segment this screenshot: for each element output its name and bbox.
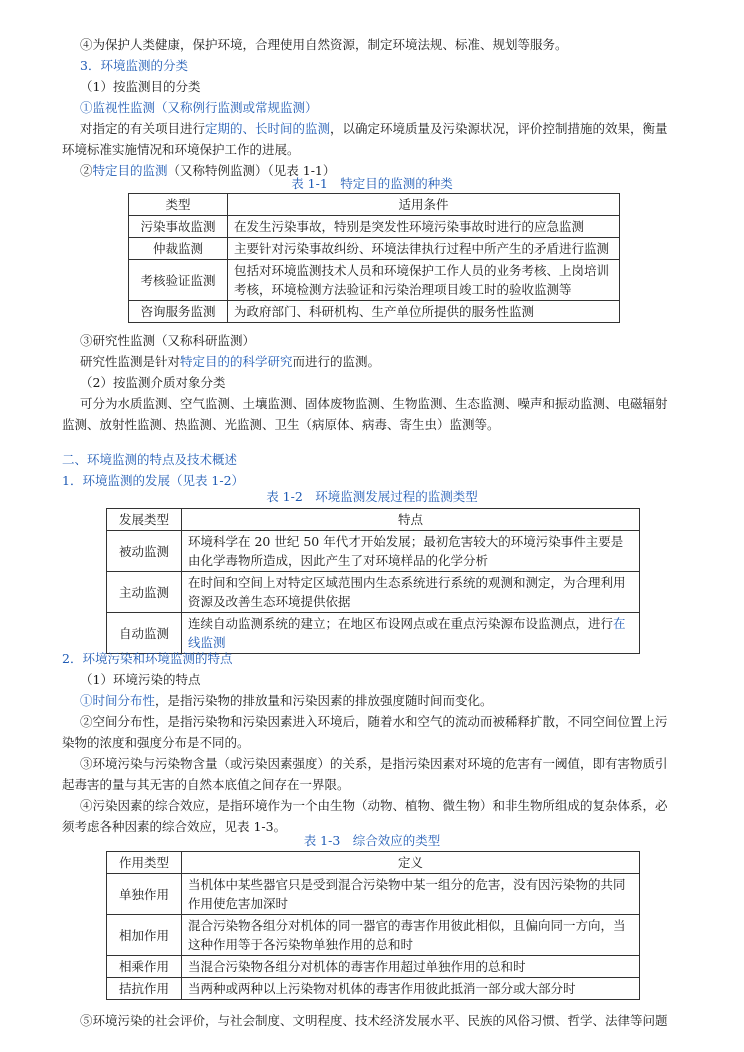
table-cell: 当混合污染物各组分对机体的毒害作用超过单独作用的总和时 [182, 956, 640, 978]
text: 研究性监测是针对 [80, 354, 181, 369]
table-cell: 包括对环境监测技术人员和环境保护工作人员的业务考核、上岗培训考核，环境检测方法验证和污染治理项目竣工时的验收监测等 [228, 260, 620, 301]
highlight-text: 在线监测 [188, 616, 626, 650]
chapter-heading: 二、环境监测的特点及技术概述 [62, 452, 238, 467]
paragraph: ④为保护人类健康，保护环境，合理使用自然资源，制定环境法规、标准、规划等服务。 [80, 37, 568, 52]
table-header: 适用条件 [228, 194, 620, 216]
table-header: 发展类型 [107, 509, 182, 531]
highlight-text: 定期的、长时间的监测 [205, 121, 331, 136]
paragraph: 可分为水质监测、空气监测、土壤监测、固体废物监测、生物监测、生态监测、噪声和振动监测、电磁辐射 [80, 396, 668, 411]
table-cell: 单独作用 [107, 874, 182, 915]
table-header: 特点 [182, 509, 640, 531]
table-header: 作用类型 [107, 852, 182, 874]
list-item-heading: ①监视性监测（又称例行监测或常规监测） [80, 100, 318, 115]
table-row [107, 915, 640, 956]
paragraph [80, 690, 692, 711]
table-cell: 拮抗作用 [107, 978, 182, 1000]
table-cell: 相乘作用 [107, 956, 182, 978]
table-header-row [129, 194, 620, 216]
table-cell: 当机体中某些器官只是受到混合污染物中某一组分的危害，没有因污染物的共同作用使危害加深时 [182, 874, 640, 915]
table-cell: 主动监测 [107, 572, 182, 613]
table-cell: 环境科学在 20 世纪 50 年代才开始发展；最初危害较大的环境污染事件主要是由化学毒物所造成，因此产生了对环境样品的化学分析 [182, 531, 640, 572]
paragraph: ⑤环境污染的社会评价，与社会制度、文明程度、技术经济发展水平、民族的风俗习惯、哲学、法律等问题 [80, 1013, 668, 1028]
section-heading: 3．环境监测的分类 [80, 58, 188, 73]
table-cell: 为政府部门、科研机构、生产单位所提供的服务性监测 [228, 301, 620, 323]
table-cell: 咨询服务监测 [129, 301, 228, 323]
table-row [107, 874, 640, 915]
paragraph: 环境标准实施情况和环境保护工作的进展。 [62, 142, 300, 157]
paragraph [80, 351, 692, 372]
text: （又称特例监测）（见表 1-1） [167, 163, 336, 178]
table-row [107, 978, 640, 1000]
table-caption: 表 1-1 特定目的监测的种类 [291, 176, 453, 191]
paragraph: ④污染因素的综合效应，是指环境作为一个由生物（动物、植物、微生物）和非生物所组成的复杂体系，必 [80, 798, 668, 813]
table-row [129, 301, 620, 323]
section-heading: 1．环境监测的发展（见表 1-2） [62, 473, 245, 488]
table-row [107, 531, 640, 572]
table-cell: 在发生污染事故，特别是突发性环境污染事故时进行的应急监测 [228, 216, 620, 238]
table-cell: 在时间和空间上对特定区域范围内生态系统进行系统的观测和测定，为合理利用资源及改善生态环境提供依据 [182, 572, 640, 613]
table-cell: 被动监测 [107, 531, 182, 572]
table-cell: 考核验证监测 [129, 260, 228, 301]
table-row [129, 260, 620, 301]
table-cell: 自动监测 [107, 613, 182, 654]
paragraph: ③环境污染与污染物含量（或污染因素强度）的关系，是指污染因素对环境的危害有一阈值，即有害物质引 [80, 756, 668, 771]
text: 对指定的有关项目进行 [80, 121, 206, 136]
table-cell: 仲裁监测 [129, 238, 228, 260]
subsection-heading: （1）环境污染的特点 [80, 672, 201, 687]
table-header: 类型 [129, 194, 228, 216]
table-row [107, 572, 640, 613]
table-cell: 相加作用 [107, 915, 182, 956]
table-1-3 [106, 851, 640, 1000]
table-row [129, 216, 620, 238]
text: ，以确定环境质量及污染源状况，评价控制措施的效果，衡量 [330, 121, 668, 136]
highlight-text: ①时间分布性 [80, 693, 156, 708]
table-1-1 [128, 193, 620, 323]
table-1-2 [106, 508, 640, 654]
text: 而进行的监测。 [292, 354, 381, 369]
paragraph: 监测、放射性监测、热监测、光监测、卫生（病原体、病毒、寄生虫）监测等。 [62, 417, 500, 432]
paragraph [80, 118, 692, 139]
table-row [107, 956, 640, 978]
section-heading: 2．环境污染和环境监测的特点 [62, 651, 233, 666]
paragraph: ②空间分布性，是指污染物和污染因素进入环境后，随着水和空气的流动而被稀释扩散，不同空间位置上污 [80, 714, 668, 729]
table-header-row [107, 852, 640, 874]
subsection-heading: （2）按监测介质对象分类 [80, 375, 226, 390]
text: ，是指污染物的排放量和污染因素的排放强度随时间而变化。 [155, 693, 493, 708]
table-header-row [107, 509, 640, 531]
table-caption: 表 1-2 环境监测发展过程的监测类型 [266, 489, 478, 504]
table-cell: 主要针对污染事故纠纷、环境法律执行过程中所产生的矛盾进行监测 [228, 238, 620, 260]
table-row [129, 238, 620, 260]
table-cell: 当两种或两种以上污染物对机体的毒害作用彼此抵消一部分或大部分时 [182, 978, 640, 1000]
paragraph: 染物的浓度和强度分布是不同的。 [62, 735, 250, 750]
subsection-heading: （1）按监测目的分类 [80, 79, 201, 94]
table-cell: 混合污染物各组分对机体的同一器官的毒害作用彼此相似，且偏向同一方向，当这种作用等于各污染物单独作用的总和时 [182, 915, 640, 956]
text: ② [80, 163, 93, 178]
text: 连续自动监测系统的建立；在地区布设网点或在重点污染源布设监测点，进行 [188, 616, 614, 631]
table-cell: 污染事故监测 [129, 216, 228, 238]
highlight-text: 特定目的的科学研究 [180, 354, 293, 369]
table-caption: 表 1-3 综合效应的类型 [303, 833, 441, 848]
table-header: 定义 [182, 852, 640, 874]
highlight-text: 特定目的监测 [92, 163, 168, 178]
paragraph: 须考虑各种因素的综合效应，见表 1-3。 [62, 819, 287, 834]
list-item-heading: ③研究性监测（又称科研监测） [80, 333, 256, 348]
paragraph: 起毒害的量与其无害的自然本底值之间存在一界限。 [62, 777, 350, 792]
